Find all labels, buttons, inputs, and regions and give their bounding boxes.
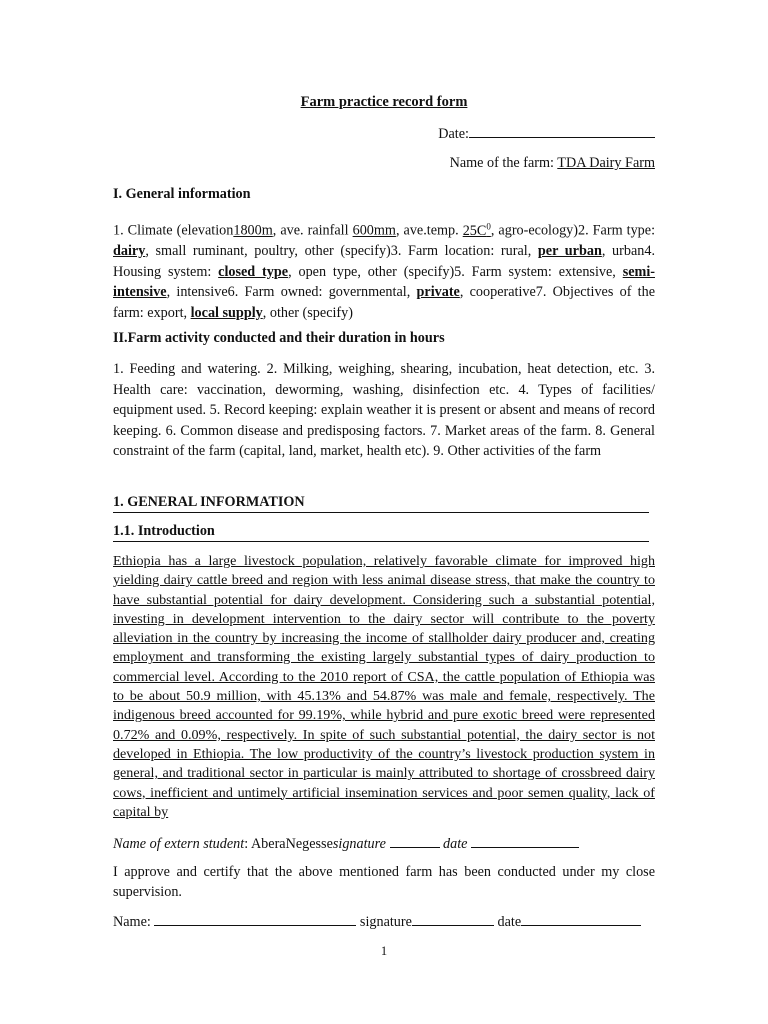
gi-text-10: , other (specify) — [262, 304, 353, 321]
objective-value: local supply — [190, 304, 263, 321]
elevation-value: 1800m — [233, 222, 273, 239]
date-blank — [469, 124, 655, 138]
date-label: Date: — [438, 126, 469, 142]
owned-value: private — [416, 284, 460, 301]
extern-name: AberaNegesse — [250, 836, 333, 852]
gi-text-9: , cooperative7. Objectives of the farm: export, — [113, 284, 655, 321]
extern-signature-blank — [390, 834, 440, 848]
supervisor-date-blank — [521, 912, 641, 926]
rainfall-value: 600mm — [352, 222, 396, 239]
general-info-paragraph — [113, 216, 655, 323]
gi-text-8: , intensive6. Farm owned: governmental, — [166, 284, 417, 301]
location-value: per urban — [537, 243, 602, 260]
report-general-heading: 1. GENERAL INFORMATION — [113, 494, 649, 513]
gi-text-3: , ave.temp. — [395, 222, 463, 239]
temp-sup: 0 — [486, 221, 491, 231]
system-value: semi-intensive — [113, 263, 655, 301]
supervisor-name-blank — [154, 912, 356, 926]
supervisor-date-label: date — [493, 914, 522, 930]
gi-text-2: , ave. rainfall — [272, 222, 353, 239]
gi-text-7: , open type, other (specify)5. Farm system: extensive, — [288, 263, 623, 280]
extern-signature-label: signature — [332, 836, 386, 852]
gi-text-4: , agro-ecology)2. Farm type: — [490, 222, 656, 239]
supervisor-name-label: Name: — [113, 914, 155, 930]
farm-name-field — [450, 155, 655, 172]
farm-name-value: TDA Dairy Farm — [557, 155, 655, 171]
farm-name-label: Name of the farm: — [449, 155, 558, 171]
activities-heading: II.Farm activity conducted and their duration in hours — [113, 330, 445, 346]
date-field — [438, 124, 655, 143]
housing-value: closed type — [218, 263, 289, 280]
approval-statement: I approve and certify that the above mentioned farm has been conducted under my close supervision. — [113, 864, 655, 900]
extern-date-blank — [471, 834, 579, 848]
activities-paragraph: 1. Feeding and watering. 2. Milking, weighing, shearing, incubation, heat detection, etc. 3. Health care: vaccination, deworming, washing, disinfection etc. 4. Types of facilities/ equipment used. 5. Record keeping: explain weather it is present or absent and means of record keeping. 6. Common disease and predisposing factors. 7. Market areas of the farm. 8. General constraint of the farm (capital, land, market, health etc). 9. Other activities of the farm — [113, 361, 655, 459]
gi-text-1: 1. Climate (elevation — [113, 222, 234, 239]
temp-text: 25C — [462, 222, 487, 239]
supervisor-signature-label: signature — [356, 914, 412, 930]
general-info-heading: I. General information — [113, 186, 251, 202]
extern-student-line — [113, 834, 579, 853]
introduction-heading: 1.1. Introduction — [113, 523, 649, 542]
temp-value — [463, 223, 491, 239]
page-number: 1 — [380, 944, 388, 958]
extern-label: Name of extern student — [113, 836, 245, 852]
introduction-paragraph: Ethiopia has a large livestock population, relatively favorable climate for improved high yielding dairy cattle breed and region with less animal disease stress, that make the country to have substantial potential for dairy development. Considering such a substantial potential, investing in development intervention to the dairy sector will contribute to the poverty alleviation in the country by increasing the income of stallholder dairy producer and, creating employment and transforming the existing largely substantial types of dairy production to commercial level. According to the 2010 report of CSA, the cattle population of Ethiopia was to be about 50.9 million, with 45.13% and 54.87% was male and female, respectively. The indigenous breed accounted for 99.19%, while hybrid and pure exotic breed were represented 0.72% and 0.09%, respectively. In spite of such substantial potential, the dairy sector is not developed in Ethiopia. The low productivity of the country’s livestock production system in general, and traditional sector in particular is mainly attributed to shortage of crossbreed dairy cows, inefficient and untimely artificial insemination services and poor semen quality, lack of capital by — [113, 553, 655, 820]
extern-colon: : — [244, 836, 251, 852]
gi-text-5: , small ruminant, poultry, other (specify)3. Farm location: rural, — [145, 243, 538, 260]
form-title: Farm practice record form — [300, 94, 468, 110]
supervisor-signature-blank — [412, 912, 494, 926]
extern-date-label: date — [443, 836, 468, 852]
gi-text-6: , urban4. Housing system: — [113, 243, 655, 280]
supervisor-sign-line — [113, 912, 641, 931]
farm-type-value: dairy — [113, 243, 146, 260]
